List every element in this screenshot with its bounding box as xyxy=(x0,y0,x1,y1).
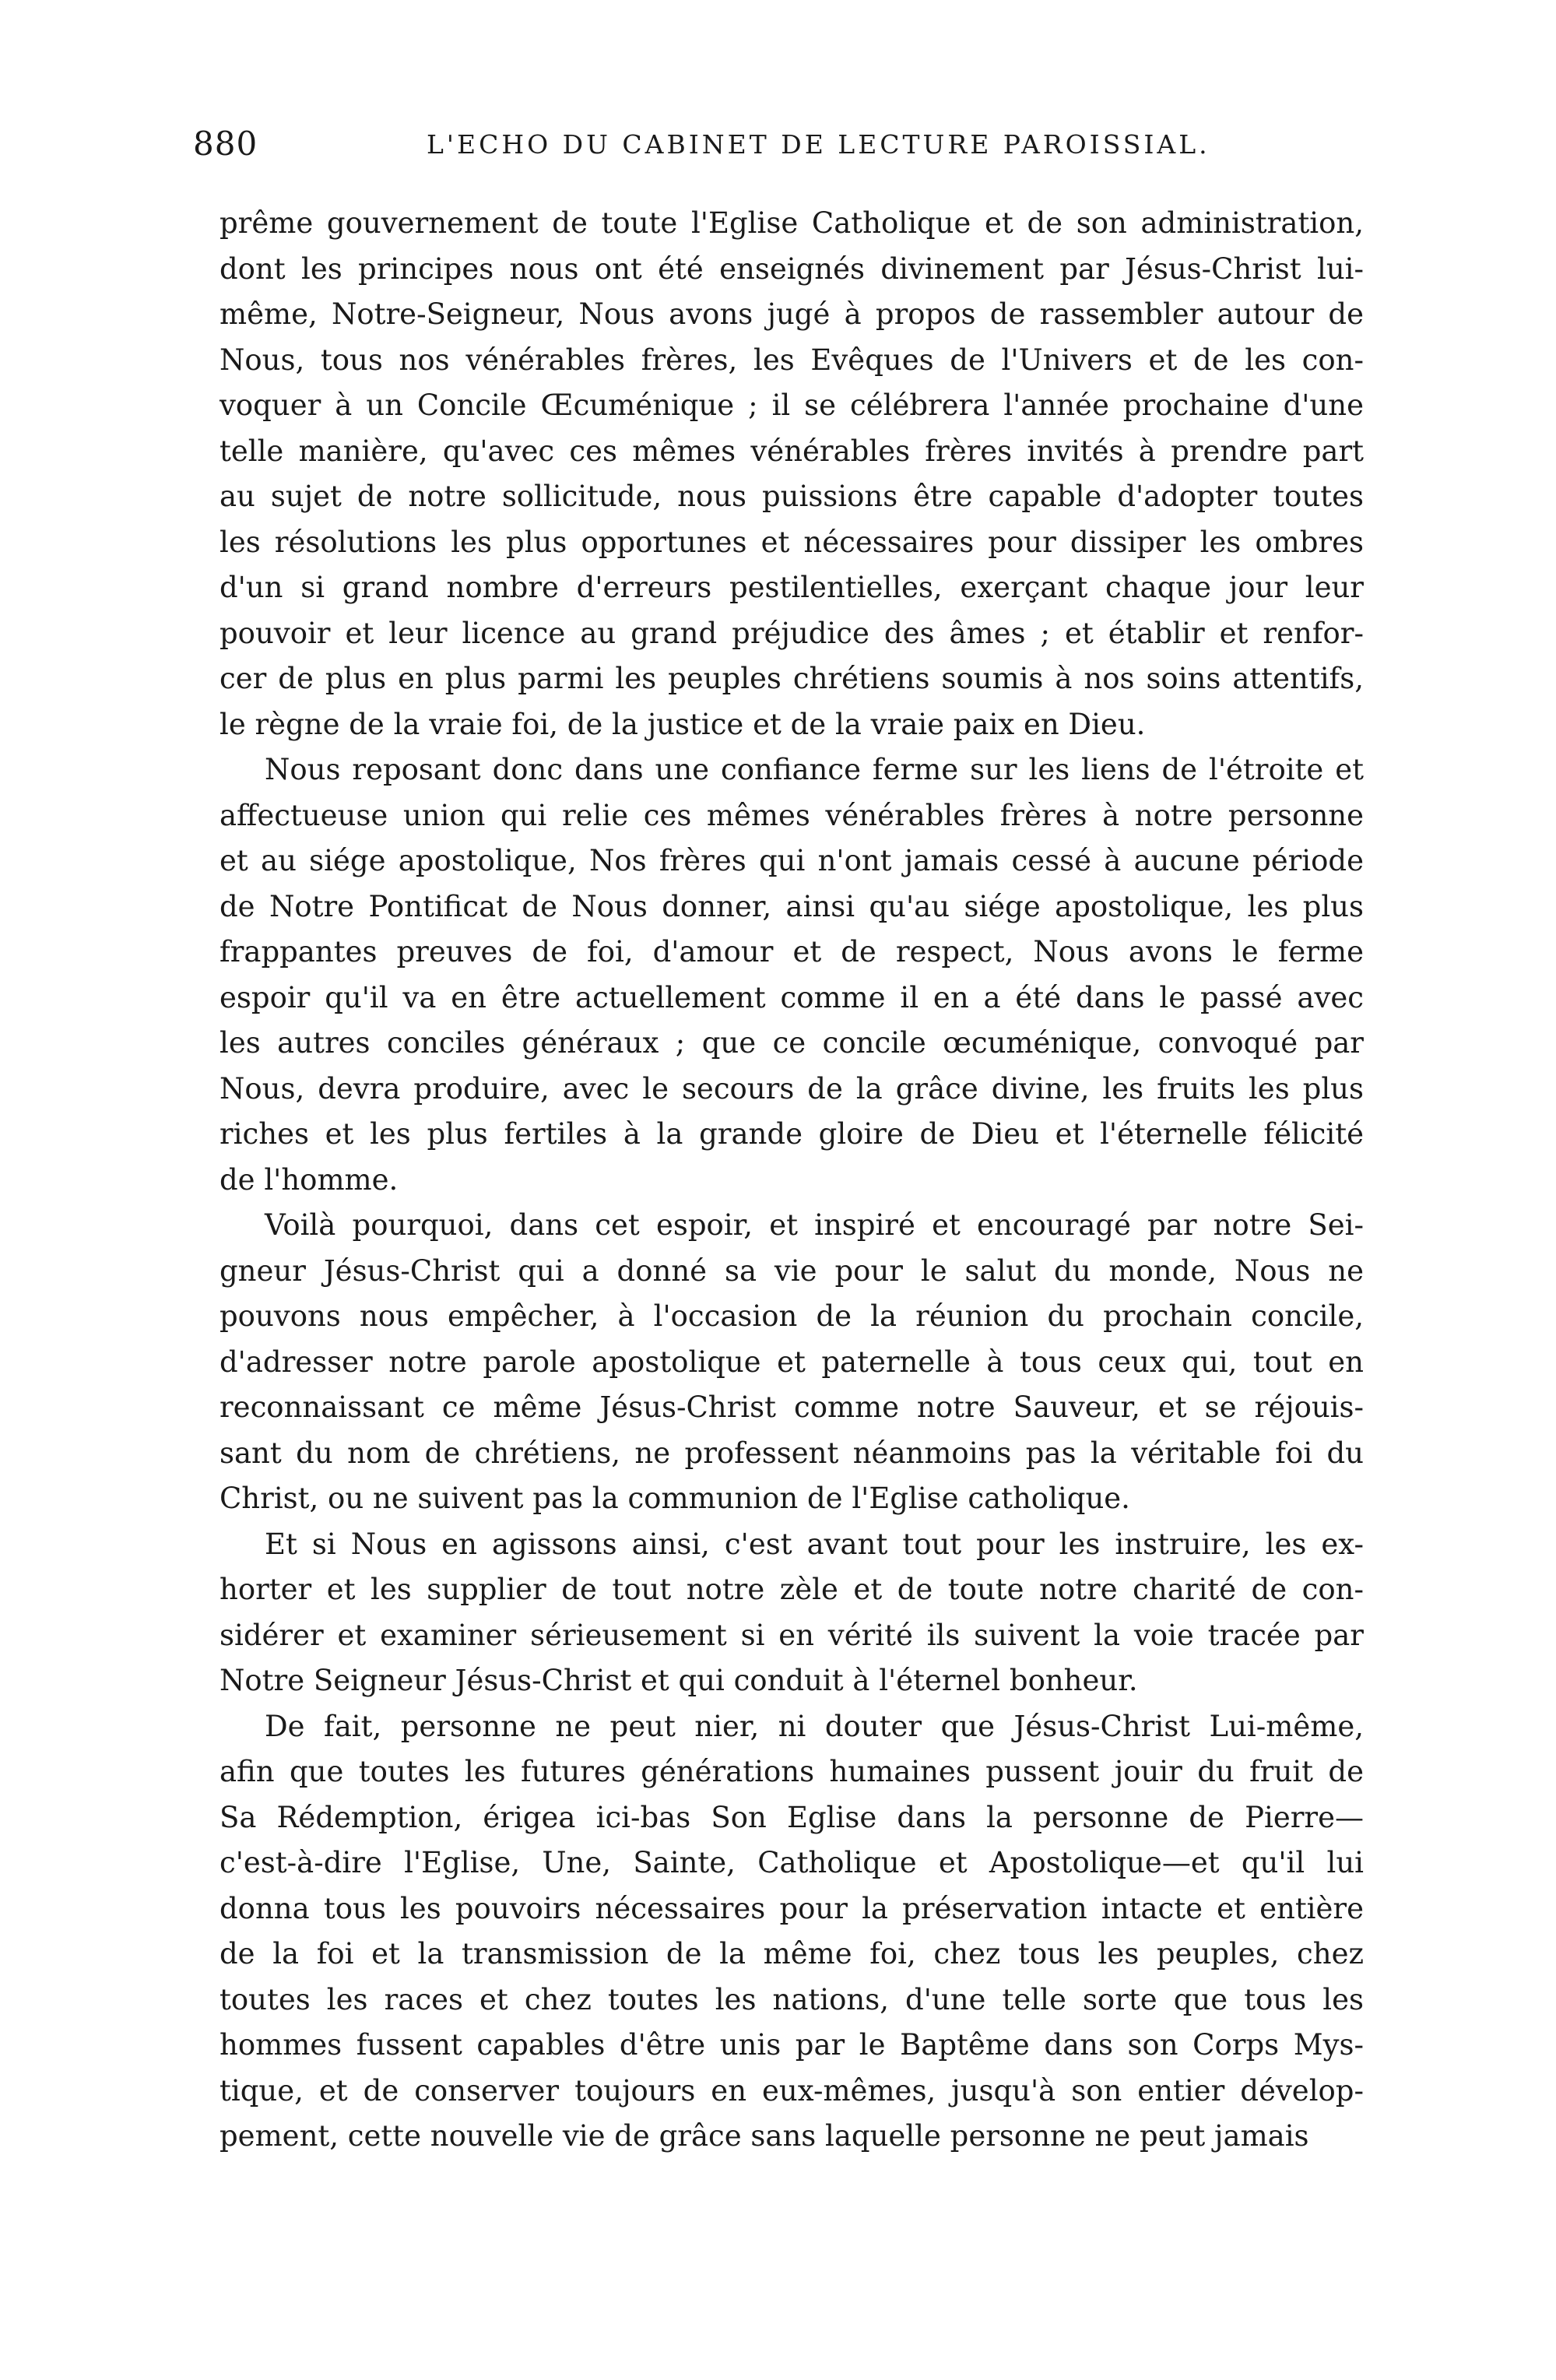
text-line: les résolutions les plus opportunes et nécessaires pour dissiper les ombres xyxy=(220,525,1364,559)
text-line: Nous reposant donc dans une confiance ferme sur les liens de l'étroite et xyxy=(265,753,1364,786)
paragraph xyxy=(220,201,1364,747)
body-text xyxy=(220,201,1364,2160)
text-line: horter et les supplier de tout notre zèle et de toute notre charité de con- xyxy=(220,1573,1364,1606)
text-line: Notre Seigneur Jésus-Christ et qui conduit à l'éternel bonheur. xyxy=(220,1664,1138,1697)
text-line: riches et les plus fertiles à la grande gloire de Dieu et l'éternelle félicité xyxy=(220,1117,1364,1151)
text-line: d'adresser notre parole apostolique et paternelle à tous ceux qui, tout en xyxy=(220,1345,1364,1379)
paragraph xyxy=(220,1522,1364,1704)
page-header xyxy=(193,125,1376,171)
text-line: Voilà pourquoi, dans cet espoir, et inspiré et encouragé par notre Sei- xyxy=(265,1208,1364,1242)
text-line: de Notre Pontificat de Nous donner, ainsi qu'au siége apostolique, les plus xyxy=(220,889,1364,923)
running-title: L'ECHO DU CABINET DE LECTURE PAROISSIAL. xyxy=(427,129,1210,160)
text-line: De fait, personne ne peut nier, ni douter que Jésus-Christ Lui-même, xyxy=(265,1709,1364,1743)
text-line: pement, cette nouvelle vie de grâce sans laquelle personne ne peut jamais xyxy=(220,2119,1309,2153)
text-line: tique, et de conserver toujours en eux-mêmes, jusqu'à son entier dévelop- xyxy=(220,2073,1364,2108)
text-line: Sa Rédemption, érigea ici-bas Son Eglise dans la personne de Pierre— xyxy=(220,1800,1364,1834)
text-line: c'est-à-dire l'Eglise, Une, Sainte, Catholique et Apostolique—et qu'il lui xyxy=(220,1846,1364,1879)
text-line: pouvons nous empêcher, à l'occasion de la réunion du prochain concile, xyxy=(220,1299,1364,1333)
text-line: espoir qu'il va en être actuellement comme il en a été dans le passé avec xyxy=(220,980,1364,1014)
text-line: pouvoir et leur licence au grand préjudice des âmes ; et établir et renfor- xyxy=(220,616,1364,650)
text-line: donna tous les pouvoirs nécessaires pour la préservation intacte et entière xyxy=(220,1891,1364,1925)
paragraph xyxy=(220,747,1364,1203)
text-line: le règne de la vraie foi, de la justice et de la vraie paix en Dieu. xyxy=(220,707,1146,741)
text-line: même, Notre-Seigneur, Nous avons jugé à propos de rassembler autour de xyxy=(220,297,1364,331)
text-line: de la foi et la transmission de la même foi, chez tous les peuples, chez xyxy=(220,1937,1364,1970)
text-line: sidérer et examiner sérieusement si en vérité ils suivent la voie tracée par xyxy=(220,1618,1364,1652)
text-line: dont les principes nous ont été enseignés divinement par Jésus-Christ lui- xyxy=(220,251,1364,286)
page-number: 880 xyxy=(193,125,258,163)
text-line: Nous, devra produire, avec le secours de la grâce divine, les fruits les plus xyxy=(220,1071,1364,1106)
text-line: les autres conciles généraux ; que ce concile œcuménique, convoqué par xyxy=(220,1026,1364,1060)
text-line: voquer à un Concile Œcuménique ; il se célébrera l'année prochaine d'une xyxy=(220,388,1364,422)
paragraph xyxy=(220,1704,1364,2160)
text-line: et au siége apostolique, Nos frères qui n'ont jamais cessé à aucune période xyxy=(220,844,1364,877)
paragraph xyxy=(220,1203,1364,1522)
text-line: cer de plus en plus parmi les peuples chrétiens soumis à nos soins attentifs, xyxy=(220,662,1364,695)
text-line: Et si Nous en agissons ainsi, c'est avant tout pour les instruire, les ex- xyxy=(265,1527,1364,1561)
text-line: afin que toutes les futures générations humaines pussent jouir du fruit de xyxy=(220,1755,1364,1788)
text-line: frappantes preuves de foi, d'amour et de respect, Nous avons le ferme xyxy=(220,935,1364,969)
text-line: reconnaissant ce même Jésus-Christ comme notre Sauveur, et se réjouis- xyxy=(220,1390,1364,1424)
text-line: au sujet de notre sollicitude, nous puissions être capable d'adopter toutes xyxy=(220,480,1364,513)
text-line: de l'homme. xyxy=(220,1162,399,1197)
text-line: Nous, tous nos vénérables frères, les Evêques de l'Univers et de les con- xyxy=(220,343,1364,377)
text-line: Christ, ou ne suivent pas la communion de l'Eglise catholique. xyxy=(220,1482,1130,1515)
text-line: d'un si grand nombre d'erreurs pestilentielles, exerçant chaque jour leur xyxy=(220,571,1364,604)
text-line: telle manière, qu'avec ces mêmes vénérables frères invités à prendre part xyxy=(220,434,1364,468)
text-line: sant du nom de chrétiens, ne professent néanmoins pas la véritable foi du xyxy=(220,1436,1364,1470)
text-line: toutes les races et chez toutes les nations, d'une telle sorte que tous les xyxy=(220,1982,1364,2016)
text-line: affectueuse union qui relie ces mêmes vénérables frères à notre personne xyxy=(220,798,1364,832)
text-line: gneur Jésus-Christ qui a donné sa vie pour le salut du monde, Nous ne xyxy=(220,1253,1364,1288)
text-line: prême gouvernement de toute l'Eglise Catholique et de son administration, xyxy=(220,206,1364,240)
text-line: hommes fussent capables d'être unis par le Baptême dans son Corps Mys- xyxy=(220,2028,1364,2062)
